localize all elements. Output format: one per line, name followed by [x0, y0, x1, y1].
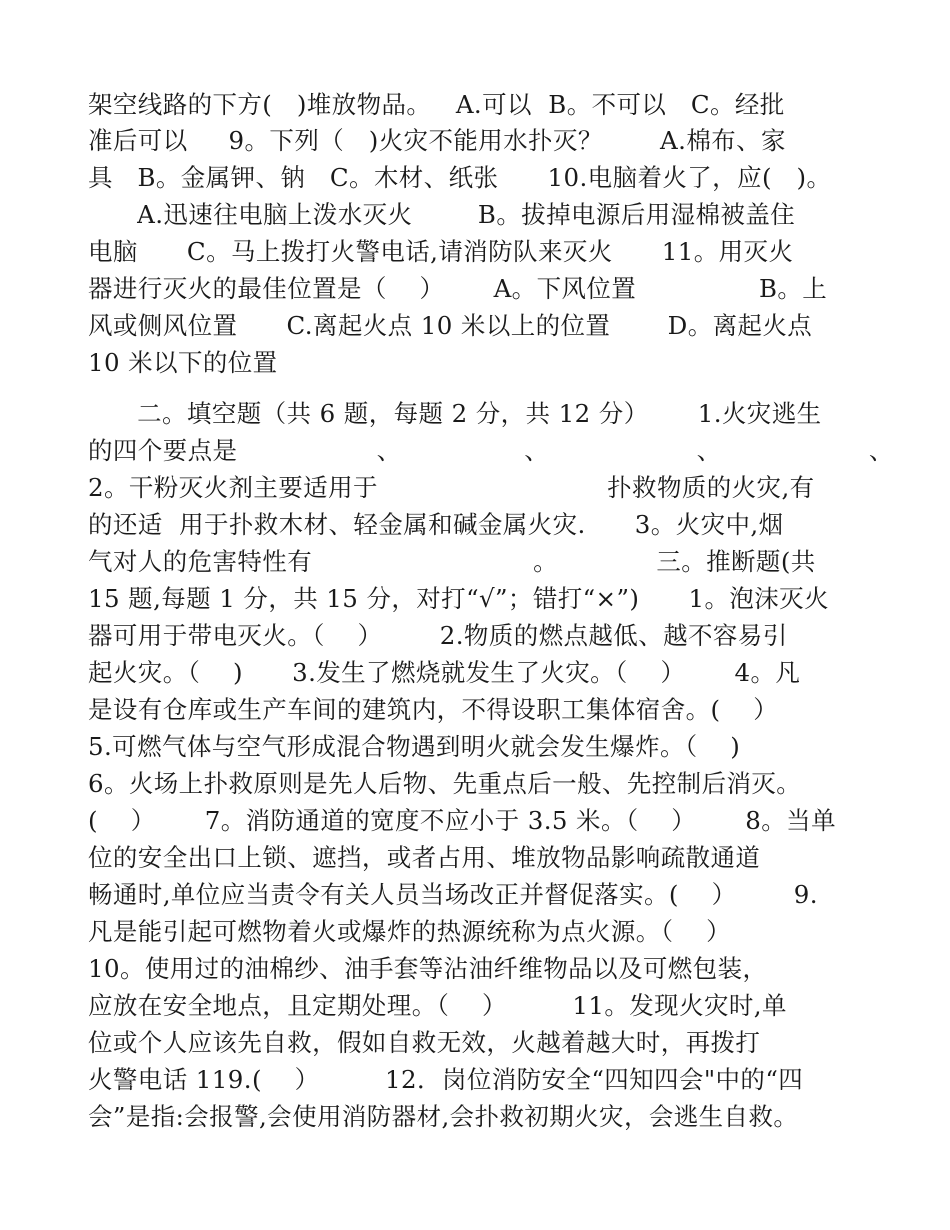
text-line: 气对人的危害特性有 。 三。推断题(共 — [88, 547, 816, 576]
text-line: 10。使用过的油棉纱、油手套等沾油纤维物品以及可燃包装， — [88, 954, 768, 983]
text-line: 位的安全出口上锁、遮挡，或者占用、堆放物品影响疏散通道 — [88, 843, 761, 872]
text-line: 准后可以 9。下列（ )火灾不能用水扑灭？ A.棉布、家 — [88, 126, 786, 155]
text-line: 器可用于带电灭火。（ ） 2.物质的燃点越低、越不容易引 — [88, 621, 788, 650]
text-line: 位或个人应该先自救，假如自救无效，火越着越大时，再拨打 — [88, 1028, 761, 1057]
text-line: 畅通时,单位应当责令有关人员当场改正并督促落实。( ） 9. — [88, 880, 818, 909]
text-line: 火警电话 119.( ） 12．岗位消防安全“四知四会"中的“四 — [88, 1065, 804, 1094]
text-line: 电脑 C。马上拨打火警电话,请消防队来灭火 11。用灭火 — [88, 237, 794, 266]
text-line: 的四个要点是 、 、 、 、 — [88, 436, 894, 465]
section-heading-judgement: 15 题,每题 1 分，共 15 分，对打“√”；错打“×”) 1。泡沫灭火 — [88, 584, 829, 613]
text-line: 应放在安全地点，且定期处理。（ ） 11。发现火灾时,单 — [88, 991, 787, 1020]
text-line: 6。火场上扑救原则是先人后物、先重点后一般、先控制后消灭。 — [88, 769, 802, 798]
text-line: 的还适 用于扑救木材、轻金属和碱金属火灾. 3。火灾中,烟 — [88, 510, 784, 539]
text-line: 5.可燃气体与空气形成混合物遇到明火就会发生爆炸。（ ) — [88, 732, 741, 761]
text-line: 具 B。金属钾、钠 C。木材、纸张 10.电脑着火了，应( )。 — [88, 163, 832, 192]
text-line: 2。干粉灭火剂主要适用于 扑救物质的火灾,有 — [88, 473, 815, 502]
text-line: ( ） 7。消防通道的宽度不应小于 3.5 米。（ ） 8。当单 — [88, 806, 836, 835]
text-line: 器进行灭火的最佳位置是（ ） A。下风位置 B。上 — [88, 274, 828, 303]
text-line: 会”是指:会报警,会使用消防器材,会扑救初期火灾，会逃生自救。 — [88, 1102, 799, 1131]
text-line: 架空线路的下方( )堆放物品。 A.可以 B。不可以 C。经批 — [88, 90, 785, 119]
text-line: 是设有仓库或生产车间的建筑内，不得设职工集体宿舍。( ） — [88, 695, 779, 724]
text-line: 起火灾。（ ) 3.发生了燃烧就发生了火灾。（ ） 4。凡 — [88, 658, 801, 687]
section-heading-fill-in: 二。填空题（共 6 题，每题 2 分，共 12 分） 1.火灾逃生 — [88, 399, 822, 428]
text-line: 10 米以下的位置 — [88, 348, 278, 377]
text-line: 风或侧风位置 C.离起火点 10 米以上的位置 D。离起火点 — [88, 311, 813, 340]
text-line: 凡是能引起可燃物着火或爆炸的热源统称为点火源。（ ） — [88, 917, 731, 946]
text-line: A.迅速往电脑上泼水灭火 B。拔掉电源后用湿棉被盖住 — [88, 200, 796, 229]
